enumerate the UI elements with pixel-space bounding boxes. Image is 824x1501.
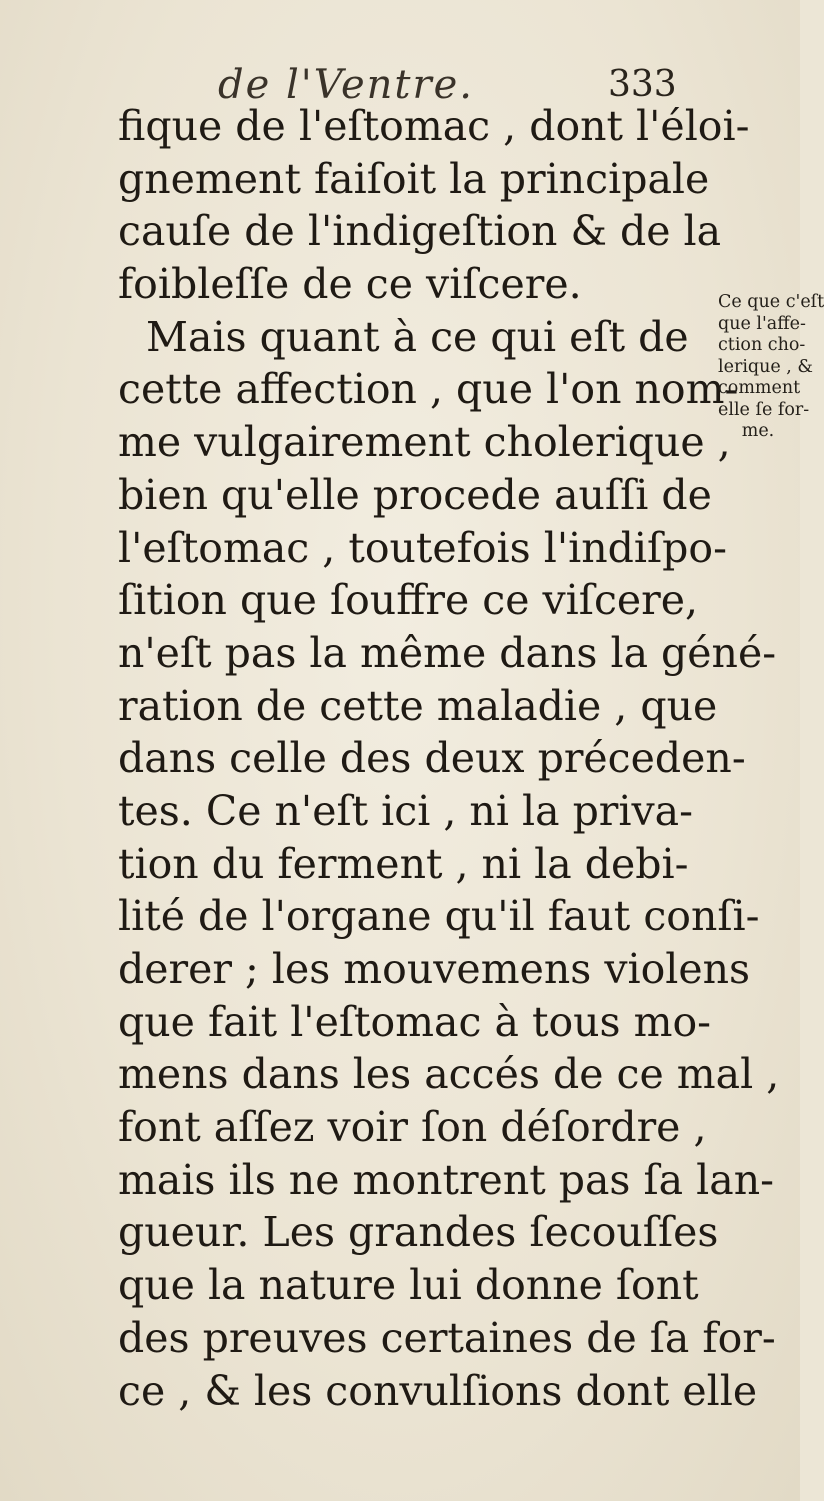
page-number: 333 bbox=[608, 64, 677, 105]
text-line: ration de cette maladie , que bbox=[118, 681, 718, 730]
text-line: tion du ferment , ni la debi- bbox=[118, 839, 689, 888]
marginal-note-line: que l'affe- bbox=[718, 313, 806, 334]
text-line: l'eſtomac , toutefois l'indiſpo- bbox=[118, 523, 727, 572]
text-line: des preuves certaines de ſa for- bbox=[118, 1313, 776, 1362]
marginal-note-line: comment bbox=[718, 378, 801, 398]
text-line: que la nature lui donne ſont bbox=[118, 1261, 699, 1310]
marginal-note-line: elle ſe for- bbox=[718, 399, 810, 420]
text-line: lité de l'organe qu'il faut conſi- bbox=[118, 892, 760, 941]
marginal-note-line: me. bbox=[741, 421, 775, 441]
text-line: derer ; les mouvemens violens bbox=[118, 945, 751, 993]
text-line: mais ils ne montrent pas ſa lan- bbox=[118, 1155, 774, 1204]
marginal-note-line: Ce que c'eſt bbox=[718, 292, 824, 312]
text-line: dans celle des deux préceden- bbox=[118, 734, 746, 783]
running-head: de l'Ventre. bbox=[218, 62, 475, 108]
text-line: bien qu'elle procede auſſi de bbox=[118, 470, 712, 519]
text-line: cette affection , que l'on nom- bbox=[118, 365, 739, 414]
marginal-note-line: ction cho- bbox=[718, 335, 806, 355]
marginal-note bbox=[718, 292, 824, 443]
text-line: tes. Ce n'eſt ici , ni la priva- bbox=[118, 786, 693, 835]
text-line-paragraph-start: Mais quant à ce qui eſt de bbox=[146, 312, 689, 361]
text-line: cauſe de l'indigeſtion & de la bbox=[118, 207, 722, 256]
text-line: n'eſt pas la même dans la géné- bbox=[118, 628, 777, 677]
text-line: fique de l'eſtomac , dont l'éloi- bbox=[118, 102, 750, 150]
text-line: ſition que ſouffre ce viſcere, bbox=[118, 576, 699, 625]
text-line: me vulgairement cholerique , bbox=[118, 418, 731, 467]
text-line: gueur. Les grandes ſecouſſes bbox=[118, 1208, 719, 1257]
text-line: que fait l'eſtomac à tous mo- bbox=[118, 997, 712, 1046]
text-line: mens dans les accés de ce mal , bbox=[118, 1050, 780, 1099]
marginal-note-line: lerique , & bbox=[718, 356, 814, 377]
text-line: ce , & les convulſions dont elle bbox=[118, 1366, 758, 1415]
text-line: foibleſſe de ce viſcere. bbox=[118, 260, 582, 309]
text-line: gnement faiſoit la principale bbox=[118, 154, 710, 203]
text-line: font aſſez voir ſon déſordre , bbox=[118, 1103, 707, 1152]
